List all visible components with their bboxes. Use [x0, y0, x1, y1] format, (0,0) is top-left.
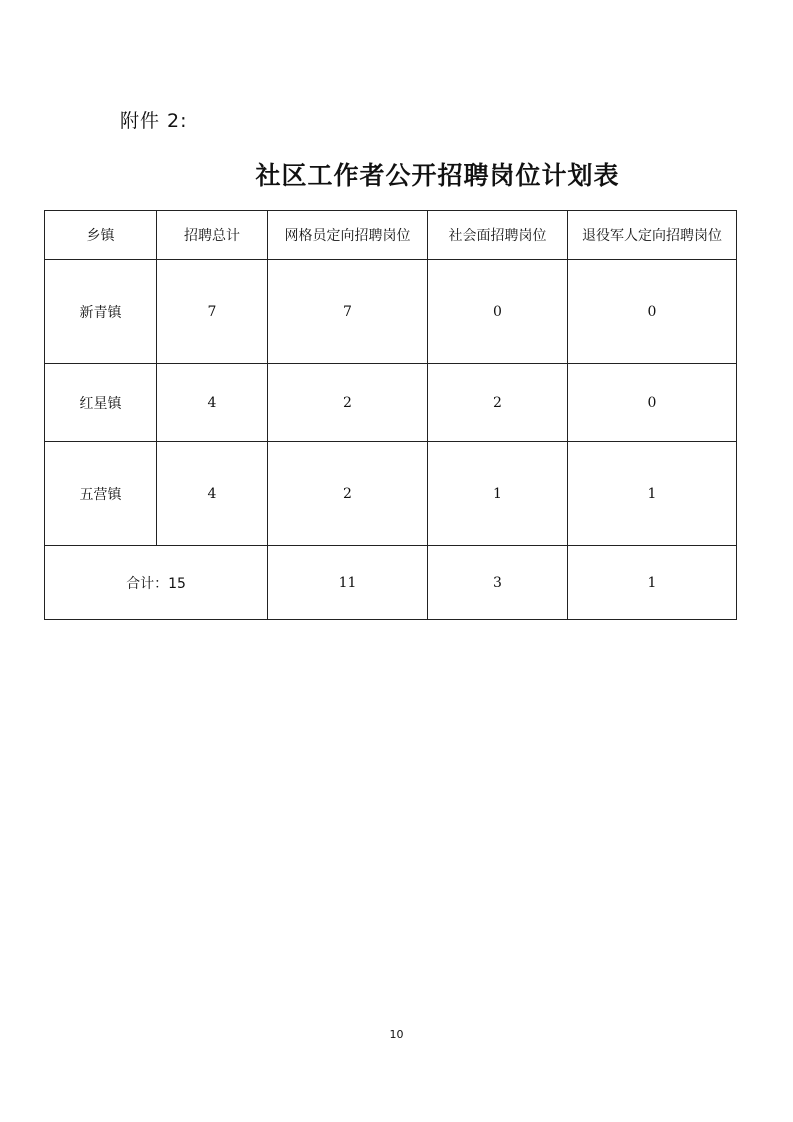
cell-veterans: 1	[568, 442, 737, 546]
cell-total: 7	[157, 260, 268, 364]
table-row	[45, 364, 737, 442]
cell-veterans: 0	[568, 260, 737, 364]
header-grid-staff: 网格员定向招聘岗位	[268, 211, 428, 260]
table-header-row	[45, 211, 737, 260]
cell-grid-staff: 2	[268, 364, 428, 442]
header-total: 招聘总计	[157, 211, 268, 260]
document-title: 社区工作者公开招聘岗位计划表	[255, 161, 620, 190]
cell-total-veterans: 1	[568, 546, 737, 620]
table-total-row	[45, 546, 737, 620]
cell-town: 五营镇	[45, 442, 157, 546]
cell-grid-staff: 7	[268, 260, 428, 364]
cell-town: 新青镇	[45, 260, 157, 364]
cell-total-grid-staff: 11	[268, 546, 428, 620]
header-veterans: 退役军人定向招聘岗位	[568, 211, 737, 260]
cell-public: 1	[428, 442, 568, 546]
attachment-label: 附件 2:	[120, 110, 188, 132]
header-public: 社会面招聘岗位	[428, 211, 568, 260]
cell-total-public: 3	[428, 546, 568, 620]
cell-public: 2	[428, 364, 568, 442]
header-town: 乡镇	[45, 211, 157, 260]
cell-town: 红星镇	[45, 364, 157, 442]
table-row	[45, 260, 737, 364]
recruitment-plan-table	[44, 210, 737, 620]
cell-total: 4	[157, 442, 268, 546]
cell-public: 0	[428, 260, 568, 364]
cell-grid-staff: 2	[268, 442, 428, 546]
cell-grand-total: 合计：15	[45, 546, 268, 620]
cell-total: 4	[157, 364, 268, 442]
page-number: 10	[389, 1028, 404, 1041]
table-row	[45, 442, 737, 546]
cell-veterans: 0	[568, 364, 737, 442]
